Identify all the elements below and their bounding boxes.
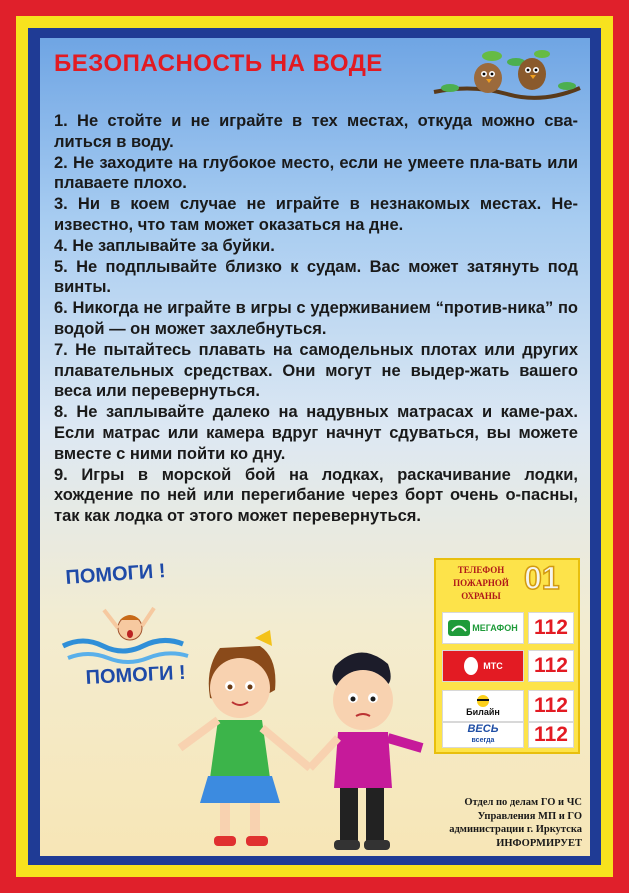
phones-header-line: ОХРАНЫ xyxy=(461,591,501,601)
rule-item: 2. Не заходите на глубокое место, если не умеете пла-вать или плаваете плохо. xyxy=(54,153,578,193)
poster-panel xyxy=(40,38,590,856)
rule-item: 5. Не подплывайте близко к судам. Вас может затянуть под винты. xyxy=(54,257,578,297)
help-bottom-text: ПОМОГИ ! xyxy=(85,661,187,689)
megafon-logo-icon xyxy=(442,612,524,644)
department-line: Отдел по делам ГО и ЧС xyxy=(464,797,582,808)
safety-rules-list xyxy=(54,111,578,527)
department-line: ИНФОРМИРУЕТ xyxy=(496,837,582,849)
mts-logo-icon xyxy=(442,650,524,682)
rule-item: 8. Не заплывайте далеко на надувных матрасах и каме-рах. Если матрас или камера вдруг начнут сдуваться, вы можете вместе с ними пойти ко дну. xyxy=(54,403,578,463)
operator-name: Билайн xyxy=(466,707,500,717)
operator-name: ВЕСЬ xyxy=(467,723,499,735)
rule-item: 7. Не пытайтесь плавать на самодельных плотах или других плавательных средствах. Они могут не выдер-жать вашего веса или перевернуться. xyxy=(54,340,578,401)
emergency-phones-panel xyxy=(434,558,580,754)
phones-header-line: ТЕЛЕФОН xyxy=(457,565,505,575)
poster-title: БЕЗОПАСНОСТЬ НА ВОДЕ xyxy=(54,50,383,77)
phones-header xyxy=(440,564,522,603)
rule-item: 3. Ни в коем случае не играйте в незнакомых местах. Не-известно, что там может оказаться на дне. xyxy=(54,195,578,234)
rule-item: 1. Не стойте и не играйте в тех местах, откуда можно сва-литься в воду. xyxy=(54,112,578,151)
ves-logo-icon xyxy=(442,722,524,748)
operator-number: 112 xyxy=(528,650,574,682)
department-info xyxy=(420,796,582,850)
beeline-logo-icon xyxy=(442,690,524,722)
children-illustration xyxy=(160,628,460,856)
operator-sub: всегда xyxy=(471,737,495,744)
rule-item: 9. Игры в морской бой на лодках, раскачивание лодки, хождение по ней или перегибание через борт очень о-пасны, так как лодка от этого может перевернуться. xyxy=(54,465,578,526)
birds-on-branch-icon xyxy=(432,42,582,108)
department-line: Управления МП и ГО xyxy=(477,810,582,822)
operator-number: 112 xyxy=(528,690,574,722)
rule-item: 4. Не заплывайте за буйки. xyxy=(54,236,275,255)
rule-item: 6. Никогда не играйте в игры с удерживанием “против-ника” по водой — он может захлебнуться. xyxy=(54,299,578,338)
fire-number: 01 xyxy=(524,560,560,596)
help-top-text: ПОМОГИ ! xyxy=(64,560,167,589)
operator-name: МЕГАФОН xyxy=(472,623,518,633)
operator-name: МТС xyxy=(483,661,503,671)
operator-number: 112 xyxy=(528,612,574,644)
operator-number: 112 xyxy=(528,722,574,748)
department-line: администрации г. Иркутска xyxy=(449,824,582,835)
phones-header-line: ПОЖАРНОЙ xyxy=(453,578,509,588)
